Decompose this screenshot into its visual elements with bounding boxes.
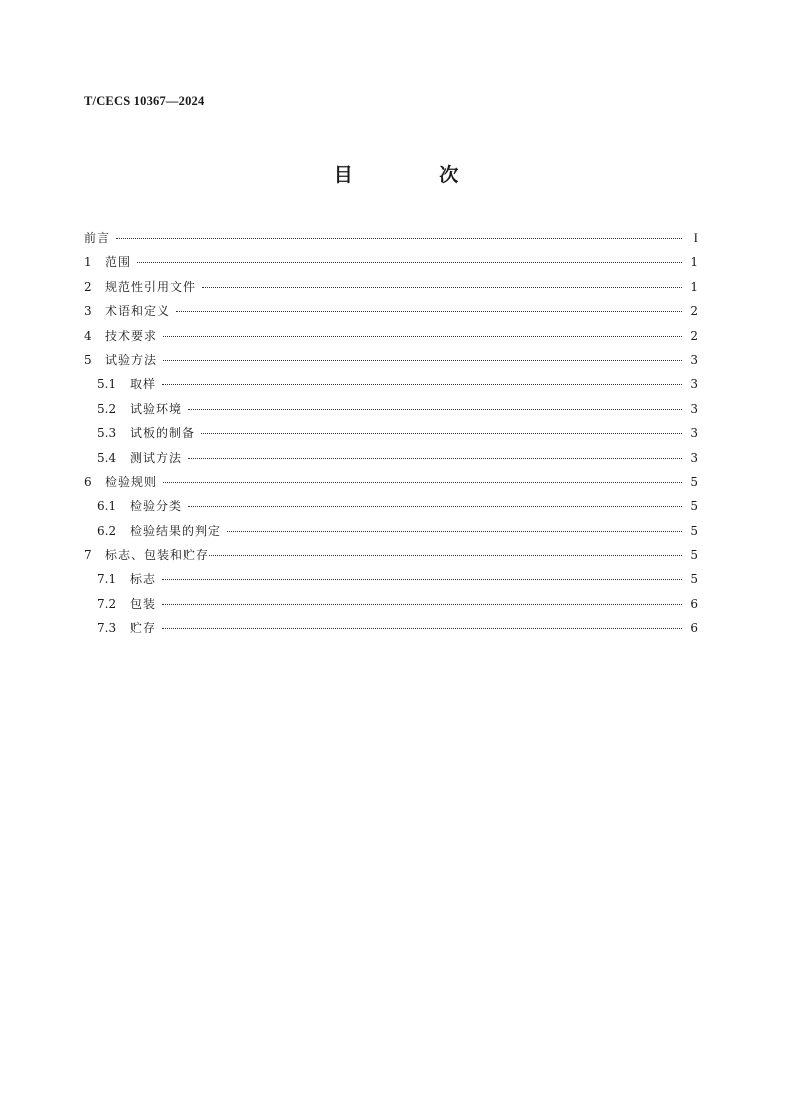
toc-entry-5-3[interactable]: [84, 421, 698, 445]
dot-leader: [209, 555, 682, 556]
dot-leader: [201, 433, 682, 434]
dot-leader: [202, 287, 682, 288]
toc-entry-7-2[interactable]: [84, 592, 698, 616]
toc-entry-label: 前言: [84, 231, 111, 245]
toc-entry-4[interactable]: [84, 324, 698, 348]
dot-leader: [137, 262, 682, 263]
dot-leader: [188, 458, 682, 459]
toc-entry-page: 2: [690, 328, 698, 343]
toc-entry-number: 1: [84, 255, 92, 270]
toc-entry-page: 5: [690, 499, 698, 514]
toc-entry-page: 6: [690, 596, 698, 611]
toc-entry-number: 2: [84, 279, 92, 294]
toc-entry-label: 规范性引用文件: [105, 279, 197, 294]
toc-entry-7-3[interactable]: [84, 616, 698, 640]
toc-entry-label: 技术要求: [105, 328, 158, 343]
toc-entry-6-2[interactable]: [84, 519, 698, 543]
toc-entry-page: 5: [690, 523, 698, 538]
dot-leader: [163, 360, 682, 361]
toc-entry-page: 3: [690, 450, 698, 465]
dot-leader: [188, 409, 682, 410]
toc-entry-label: 贮存: [130, 621, 157, 636]
toc-title: 目 次: [333, 164, 499, 186]
dot-leader: [162, 628, 682, 629]
toc-entry-label: 试板的制备: [130, 426, 196, 441]
dot-leader: [162, 604, 682, 605]
toc-entry-label: 标志: [130, 572, 157, 587]
toc-entry-page: 5: [690, 474, 698, 489]
toc-entry-number: 5: [84, 352, 92, 367]
toc-entry-label: 试验方法: [105, 352, 158, 367]
toc-entry-label: 包装: [130, 596, 157, 611]
toc-entry-5-1[interactable]: [84, 372, 698, 396]
toc-entry-label: 范围: [105, 255, 132, 270]
toc-entry-label: 测试方法: [130, 450, 183, 465]
toc-entry-number: 7.2: [97, 596, 117, 611]
toc-entry-label: 检验结果的判定: [130, 523, 222, 538]
toc-entry-label: 术语和定义: [105, 304, 171, 319]
toc-entry-number: 5.2: [97, 401, 117, 416]
toc-entry-number: 6.2: [97, 523, 117, 538]
toc-entry-label: 检验规则: [105, 474, 158, 489]
toc-entry-label: 试验环境: [130, 401, 183, 416]
toc-entry-page: 1: [690, 279, 698, 294]
toc-entry-number: 7.1: [97, 572, 117, 587]
toc-entry-3[interactable]: [84, 299, 698, 323]
toc-entry-number: 7.3: [97, 621, 117, 636]
toc-entry-preface[interactable]: [84, 226, 698, 250]
toc-entry-page: 5: [690, 548, 698, 563]
toc-entry-page: 3: [690, 401, 698, 416]
toc-entry-label: 取样: [130, 377, 157, 392]
toc-entry-number: 3: [84, 304, 92, 319]
toc-entry-5[interactable]: [84, 348, 698, 372]
toc-entry-7[interactable]: [84, 543, 698, 567]
toc-entry-2[interactable]: [84, 275, 698, 299]
toc-entry-1[interactable]: [84, 250, 698, 274]
dot-leader: [227, 531, 682, 532]
toc-entry-label: 检验分类: [130, 499, 183, 514]
toc-entry-number: 4: [84, 328, 92, 343]
toc-entry-number: 5.4: [97, 450, 117, 465]
toc-entry-page: 6: [690, 621, 698, 636]
toc-entry-5-4[interactable]: [84, 446, 698, 470]
dot-leader: [163, 336, 682, 337]
toc-entry-page: I: [693, 230, 698, 245]
dot-leader: [162, 579, 682, 580]
dot-leader: [116, 238, 682, 239]
toc-entry-6[interactable]: [84, 470, 698, 494]
toc-entry-page: 3: [690, 352, 698, 367]
toc-entry-6-1[interactable]: [84, 494, 698, 518]
dot-leader: [162, 384, 682, 385]
toc-entry-page: 3: [690, 377, 698, 392]
toc-entry-page: 3: [690, 426, 698, 441]
toc-entry-number: 5.3: [97, 426, 117, 441]
dot-leader: [176, 311, 682, 312]
table-of-contents: [84, 226, 698, 641]
toc-entry-label: 标志、包装和贮存: [105, 548, 210, 563]
toc-entry-7-1[interactable]: [84, 567, 698, 591]
standard-code: T/CECS 10367—2024: [84, 94, 205, 108]
toc-entry-page: 1: [690, 255, 698, 270]
toc-entry-page: 5: [690, 572, 698, 587]
toc-entry-number: 6: [84, 474, 92, 489]
dot-leader: [163, 482, 682, 483]
toc-entry-number: 7: [84, 548, 92, 563]
toc-entry-page: 2: [690, 304, 698, 319]
toc-entry-number: 6.1: [97, 499, 117, 514]
toc-entry-5-2[interactable]: [84, 397, 698, 421]
dot-leader: [188, 506, 682, 507]
toc-entry-number: 5.1: [97, 377, 117, 392]
